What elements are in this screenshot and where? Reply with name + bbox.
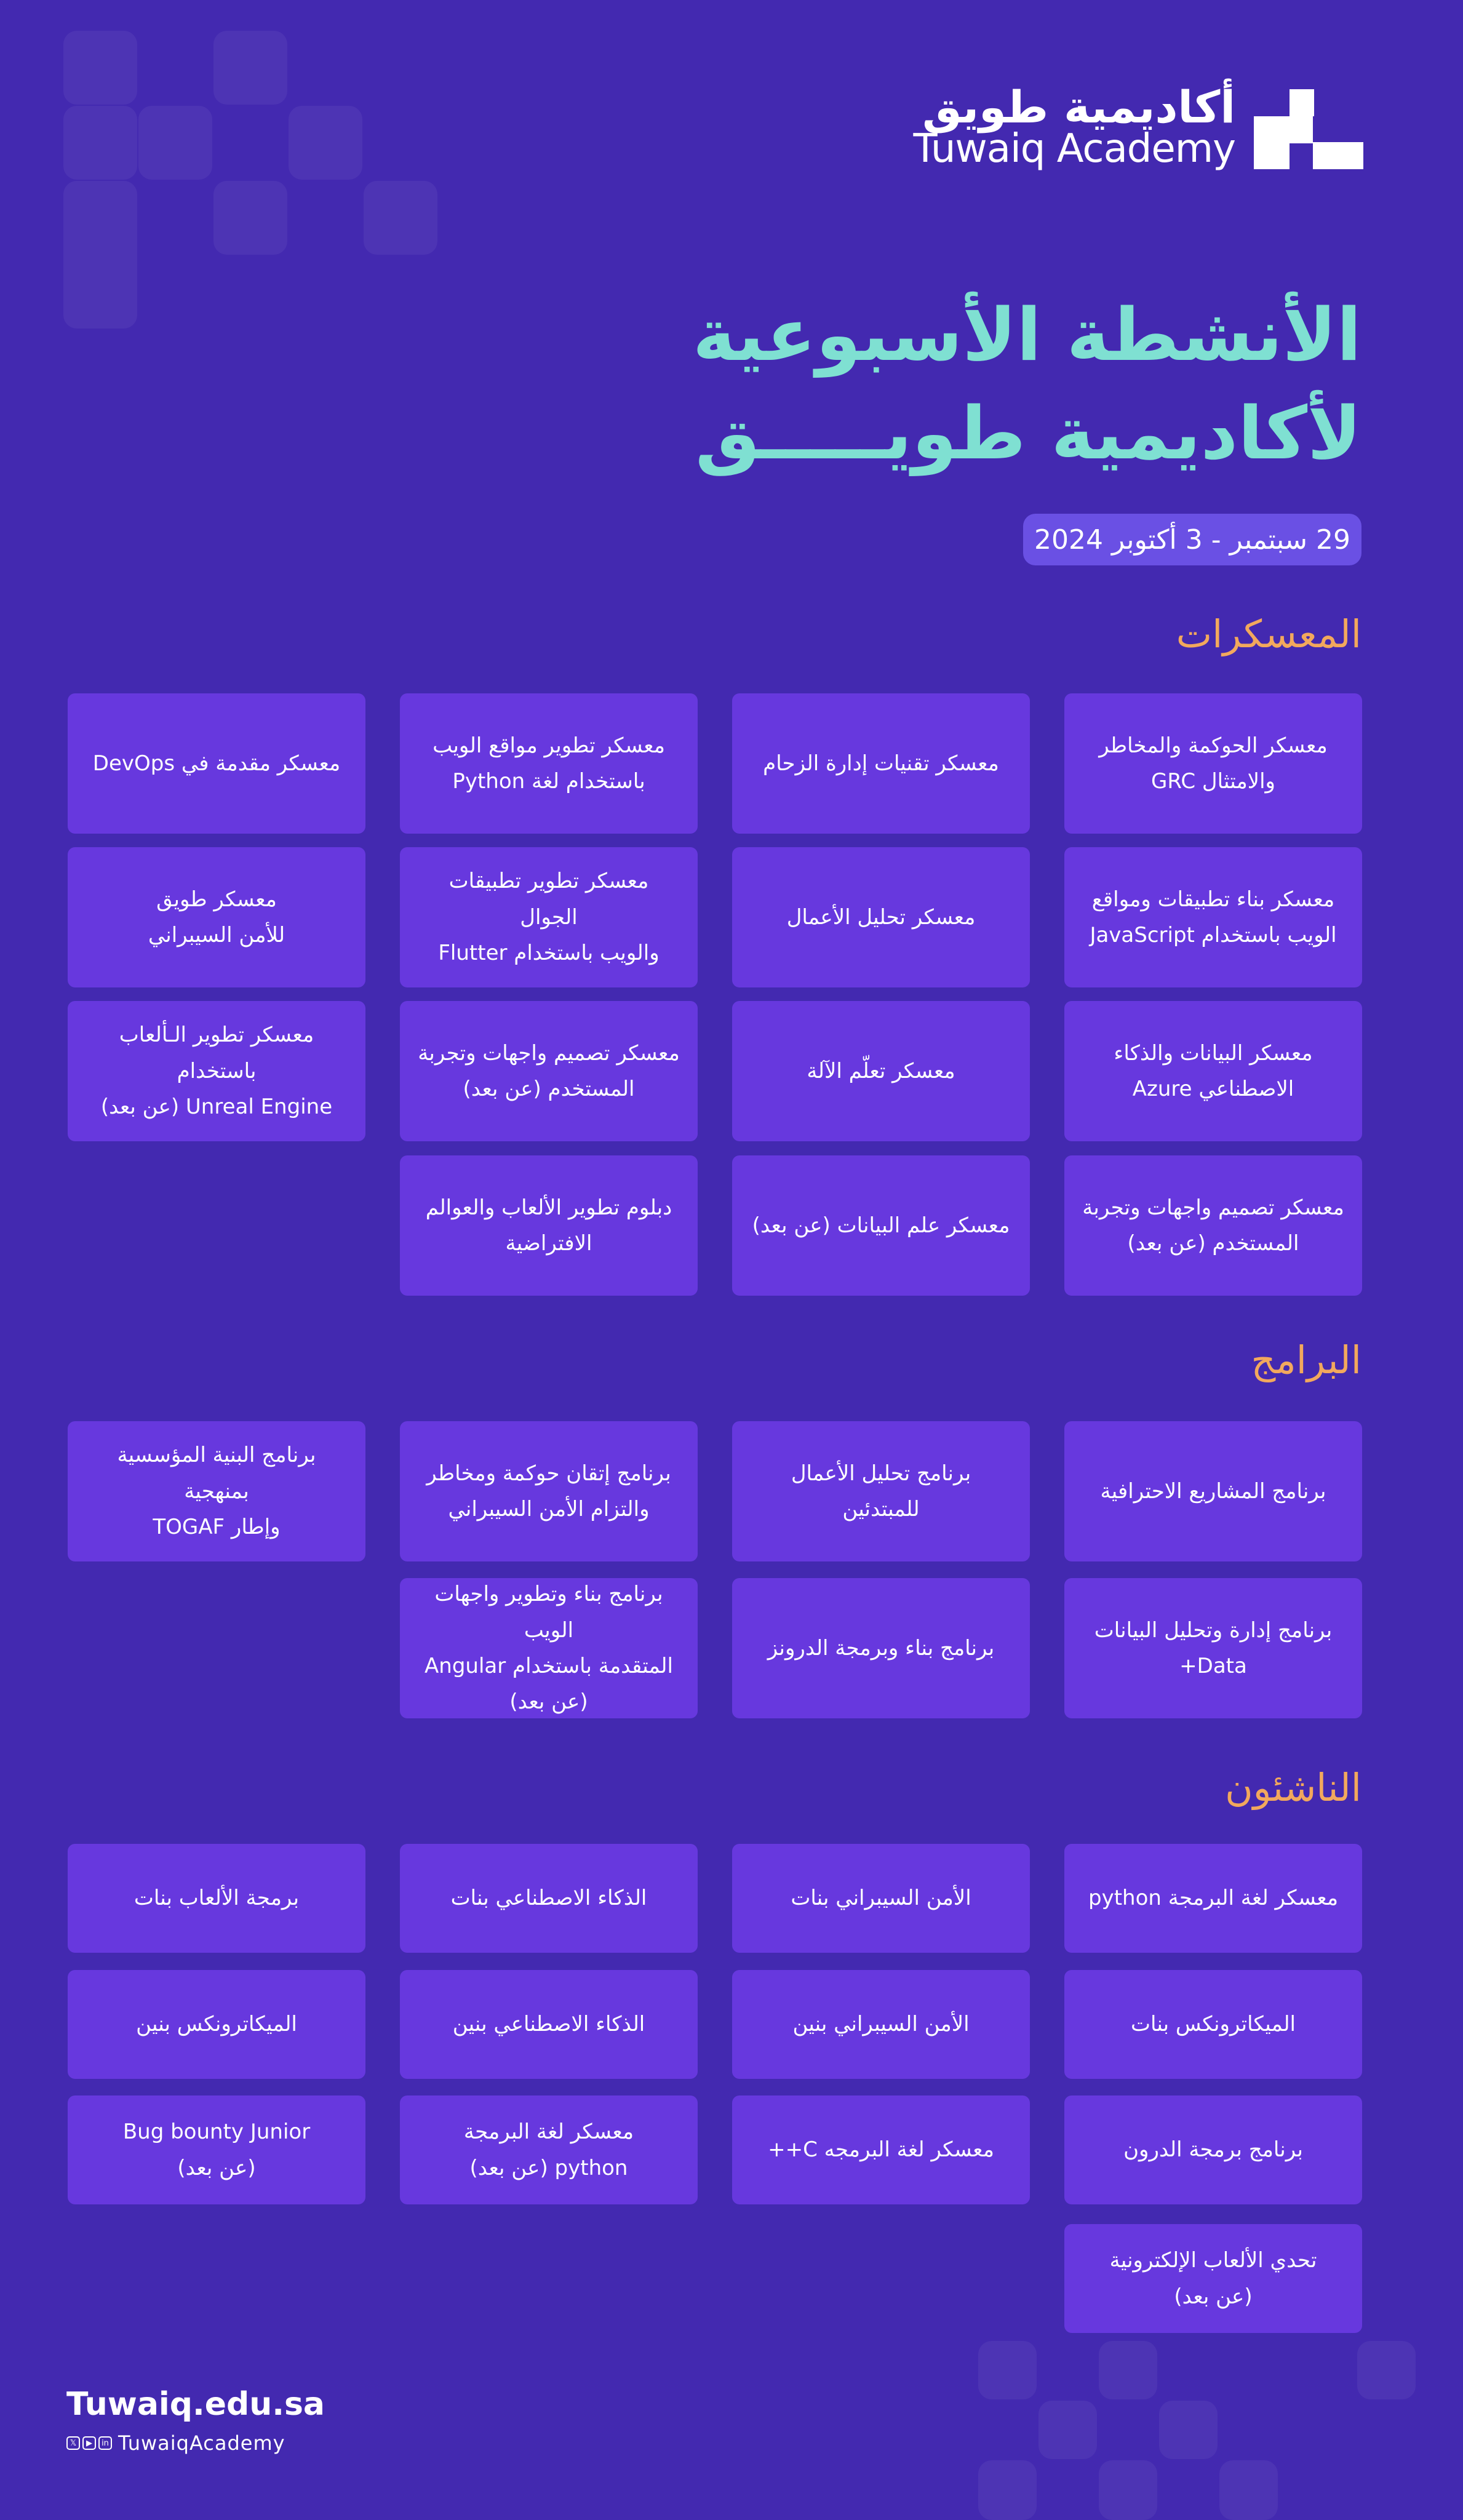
youth-card: الذكاء الاصطناعي بنات (400, 1844, 698, 1953)
decor-square (138, 106, 212, 180)
decor-square (1159, 2401, 1218, 2459)
date-badge: 29 سبتمبر - 3 أكتوبر 2024 (1023, 514, 1361, 565)
decor-square (213, 181, 287, 255)
camp-card: معسكر تطوير تطبيقات الجوال والويب باستخدام Flutter (400, 847, 698, 987)
program-card: برنامج المشاريع الاحترافية (1064, 1421, 1362, 1561)
program-card: برنامج تحليل الأعمال للمبتدئين (732, 1421, 1030, 1561)
decor-square (1357, 2341, 1416, 2399)
camp-card: معسكر الحوكمة والمخاطر والامتثال GRC (1064, 693, 1362, 834)
footer-website-link[interactable]: Tuwaiq.edu.sa (66, 2386, 325, 2423)
youth-card: برمجة الألعاب بنات (68, 1844, 365, 1953)
camp-card: دبلوم تطوير الألعاب والعوالم الافتراضية (400, 1155, 698, 1296)
camp-card: معسكر تقنيات إدارة الزحام (732, 693, 1030, 834)
page-title-line1: الأنشطة الأسبوعية (692, 292, 1361, 377)
camp-card: معسكر طويق للأمن السيبراني (68, 847, 365, 987)
page-title-line2: لأكاديمية طويـــــق (695, 391, 1361, 476)
program-card: برنامج إدارة وتحليل البيانات Data+ (1064, 1578, 1362, 1718)
camp-card: معسكر تصميم واجهات وتجربة المستخدم (عن بعد) (400, 1001, 698, 1141)
social-handle[interactable]: TuwaiqAcademy (118, 2431, 285, 2455)
youth-card: تحدي الألعاب الإلكترونية (عن بعد) (1064, 2224, 1362, 2333)
program-card: برنامج البنية المؤسسية بمنهجية وإطار TOGAF (68, 1421, 365, 1561)
camp-card: معسكر تطوير مواقع الويب باستخدام لغة Python (400, 693, 698, 834)
decor-square (364, 181, 437, 255)
decor-square (978, 2460, 1037, 2520)
camp-card: معسكر بناء تطبيقات ومواقع الويب باستخدام JavaScript (1064, 847, 1362, 987)
youth-card: برنامج برمجة الدرون (1064, 2095, 1362, 2204)
youth-card: الميكاترونكس بنين (68, 1970, 365, 2079)
footer-social (66, 2431, 285, 2455)
camp-card: معسكر تطوير الـألعاب باستخدام Unreal Engine (عن بعد) (68, 1001, 365, 1141)
youth-card: معسكر لغة البرمجة python (عن بعد) (400, 2095, 698, 2204)
section-title-camps: المعسكرات (1176, 612, 1361, 656)
camp-card: معسكر مقدمة في DevOps (68, 693, 365, 834)
x-icon[interactable]: 𝕏 (66, 2436, 80, 2450)
youth-card: معسكر لغة البرمجة python (1064, 1844, 1362, 1953)
logo-english-wordmark: Tuwaiq Academy (913, 126, 1235, 172)
youth-card: معسكر لغة البرمجه C++ (732, 2095, 1030, 2204)
youth-card: الميكاترونكس بنات (1064, 1970, 1362, 2079)
logo-arabic-wordmark: أكاديمية طويق (922, 81, 1235, 133)
decor-square (1038, 2401, 1097, 2459)
camp-card: معسكر البيانات والذكاء الاصطناعي Azure (1064, 1001, 1362, 1141)
section-title-youth: الناشئون (1225, 1765, 1361, 1810)
tuwaiq-logo-icon (1254, 89, 1363, 169)
camp-card: معسكر تصميم واجهات وتجربة المستخدم (عن بعد) (1064, 1155, 1362, 1296)
decor-square (289, 106, 362, 180)
camp-card: معسكر تعلّم الآلة (732, 1001, 1030, 1141)
decor-square (1099, 2460, 1157, 2520)
camp-card: معسكر تحليل الأعمال (732, 847, 1030, 987)
youth-card: الأمن السيبراني بنات (732, 1844, 1030, 1953)
decor-square (63, 106, 137, 180)
section-title-programs: البرامج (1251, 1338, 1361, 1382)
youth-card: الذكاء الاصطناعي بنين (400, 1970, 698, 2079)
decor-square (1099, 2341, 1157, 2399)
decor-square (63, 31, 137, 105)
youth-card: الأمن السيبراني بنين (732, 1970, 1030, 2079)
decor-square (978, 2341, 1037, 2399)
decor-square (63, 181, 137, 329)
program-card: برنامج بناء وبرمجة الدرونز (732, 1578, 1030, 1718)
program-card: برنامج إتقان حوكمة ومخاطر والتزام الأمن السيبراني (400, 1421, 698, 1561)
program-card: برنامج بناء وتطوير واجهات الويب المتقدمة باستخدام Angular (عن بعد) (400, 1578, 698, 1718)
decor-square (1219, 2460, 1278, 2520)
youth-card: Bug bounty Junior (عن بعد) (68, 2095, 365, 2204)
decor-square (213, 31, 287, 105)
camp-card: معسكر علم البيانات (عن بعد) (732, 1155, 1030, 1296)
youtube-icon[interactable]: ▶ (82, 2436, 96, 2450)
linkedin-icon[interactable]: in (98, 2436, 112, 2450)
